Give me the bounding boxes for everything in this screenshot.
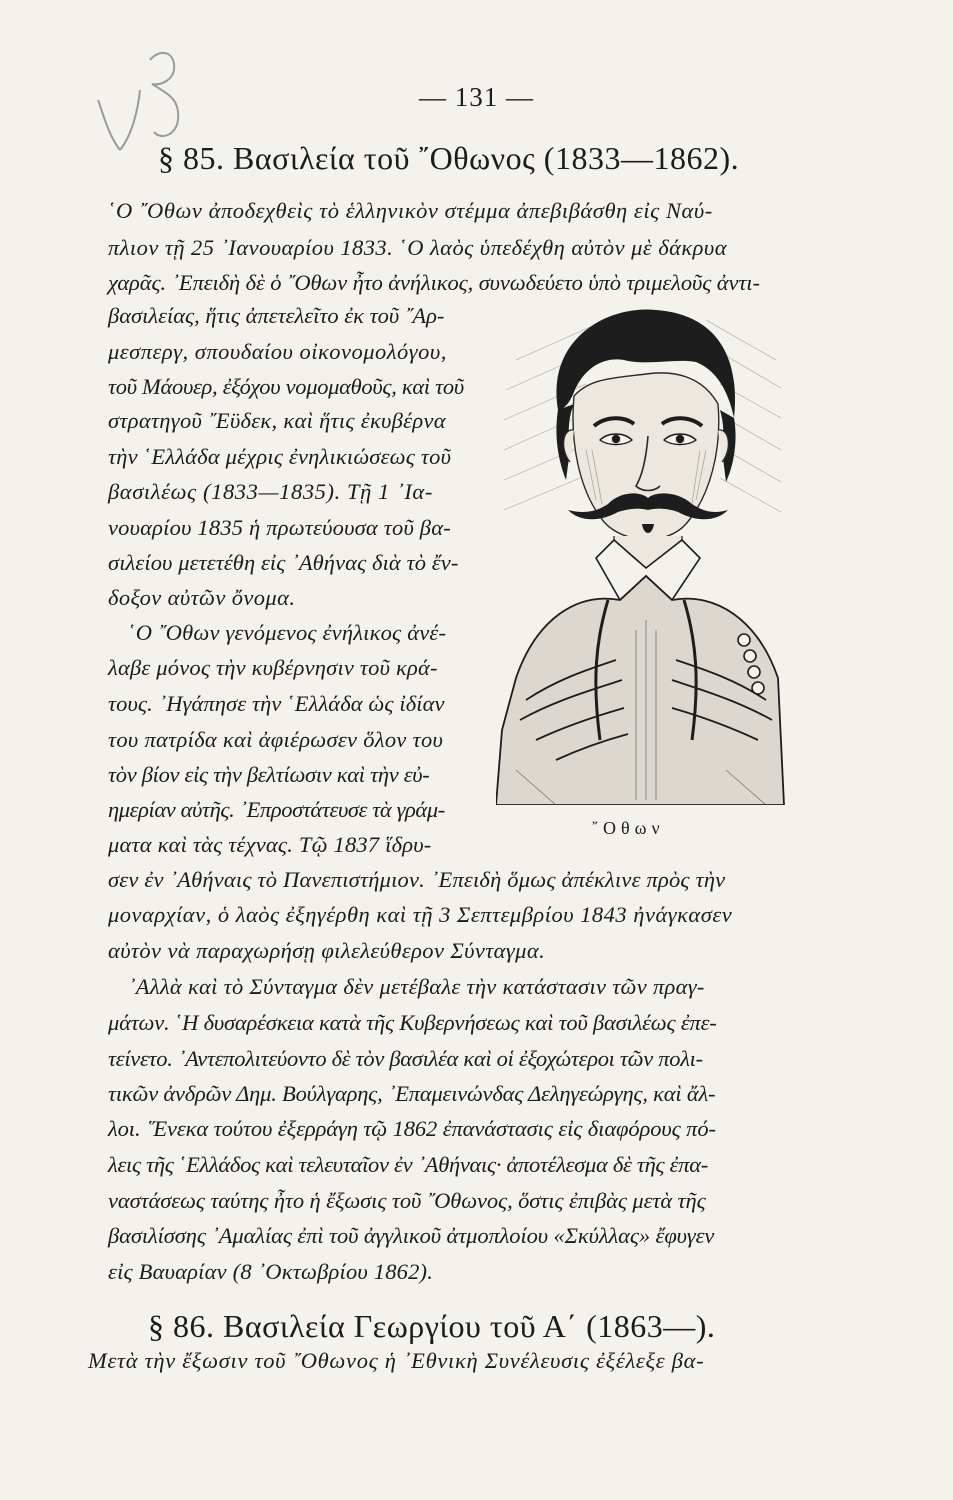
text-line: νουαρίου 1835 ἡ πρωτεύουσα τοῦ βα- bbox=[108, 515, 451, 540]
text-line: σιλείου μετετέθη εἰς ᾽Αθήνας διὰ τὸ ἔν- bbox=[108, 550, 459, 575]
text-line: ματα καὶ τὰς τέχνας. Τῷ 1837 ἵδρυ- bbox=[108, 832, 432, 857]
text-line: τὴν ῾Ελλάδα μέχρις ἐνηλικιώσεως τοῦ bbox=[108, 444, 452, 469]
page-number: — 131 — bbox=[419, 82, 534, 112]
text-line: μεσπεργ, σπουδαίου οἰκονομολόγου, bbox=[108, 339, 447, 364]
text-line: εἰς Βαυαρίαν (8 ᾽Οκτωβρίου 1862). bbox=[108, 1259, 434, 1284]
text-line: μάτων. ῾Η δυσαρέσκεια κατὰ τῆς Κυβερνήσεως καὶ τοῦ βασιλέως ἐπε- bbox=[108, 1010, 717, 1035]
text-line: λαβε μόνος τὴν κυβέρνησιν τοῦ κρά- bbox=[108, 655, 438, 680]
text-line: τείνετο. ᾽Αντεπολιτεύοντο δὲ τὸν βασιλέα καὶ οἱ ἐξοχώτεροι τῶν πολι- bbox=[108, 1046, 703, 1071]
text-line: τοῦ Μάουερ, ἐξόχου νομομαθοῦς, καὶ τοῦ bbox=[108, 374, 464, 399]
text-line: τους. ᾽Ηγάπησε τὴν ῾Ελλάδα ὡς ἰδίαν bbox=[108, 691, 445, 716]
text-line: στρατηγοῦ ῎Εϋδεκ, καὶ ἥτις ἐκυβέρνα bbox=[108, 408, 446, 433]
text-line: ῾Ο ῎Οθων ἀποδεχθεὶς τὸ ἑλληνικὸν στέμμα ἀπεβιβάσθη εἰς Ναύ- bbox=[108, 198, 713, 223]
text-line: του πατρίδα καὶ ἀφιέρωσεν ὅλον του bbox=[108, 727, 444, 752]
text-line: τικῶν ἀνδρῶν Δημ. Βούλγαρης, ᾽Επαμεινώνδας Δεληγεώργης, καὶ ἄλ- bbox=[108, 1081, 716, 1106]
text-line: τὸν βίον εἰς τὴν βελτίωσιν καὶ τὴν εὐ- bbox=[108, 762, 430, 787]
text-line: ῾Ο ῎Οθων γενόμενος ἐνήλικος ἀνέ- bbox=[128, 620, 447, 645]
text-line: αὐτὸν νὰ παραχωρήσῃ φιλελεύθερον Σύνταγμα. bbox=[108, 938, 546, 963]
text-line: ᾽Αλλὰ καὶ τὸ Σύνταγμα δὲν μετέβαλε τὴν κατάστασιν τῶν πραγ- bbox=[128, 974, 705, 999]
text-line: χαρᾶς. ᾽Επειδὴ δὲ ὁ ῎Οθων ἦτο ἀνήλικος, συνωδεύετο ὑπὸ τριμελοῦς ἀντι- bbox=[108, 270, 760, 295]
text-line: μοναρχίαν, ὁ λαὸς ἐξηγέρθη καὶ τῇ 3 Σεπτεμβρίου 1843 ἠνάγκασεν bbox=[108, 902, 733, 927]
text-line: ημερίαν αὐτῆς. ᾽Επροστάτευσε τὰ γράμ- bbox=[108, 797, 445, 822]
text-line: βασιλείας, ἥτις ἀπετελεῖτο ἐκ τοῦ ῎Αρ- bbox=[108, 303, 445, 328]
section-85-heading: § 85. Βασιλεία τοῦ ῎Οθωνος (1833—1862). bbox=[158, 140, 740, 176]
text-line: σεν ἐν ᾽Αθήναις τὸ Πανεπιστήμιον. ᾽Επειδὴ ὅμως ἀπέκλινε πρὸς τὴν bbox=[108, 867, 726, 892]
text-line: λοι. ῞Ενεκα τούτου ἐξερράγη τῷ 1862 ἐπανάστασις εἰς διαφόρους πό- bbox=[108, 1116, 716, 1141]
text-line: ναστάσεως ταύτης ἦτο ἡ ἔξωσις τοῦ ῎Οθωνος, ὅστις ἐπιβὰς μετὰ τῆς bbox=[108, 1188, 706, 1213]
text-line: βασιλίσσης ᾽Αμαλίας ἐπὶ τοῦ ἀγγλικοῦ ἀτμοπλοίου «Σκύλλας» ἔφυγεν bbox=[108, 1223, 715, 1248]
otto-portrait-engraving bbox=[496, 300, 786, 805]
text-line: δοξον αὐτῶν ὄνομα. bbox=[108, 585, 296, 610]
text-line: πλιον τῇ 25 ᾽Ιανουαρίου 1833. ῾Ο λαὸς ὑπεδέχθη αὐτὸν μὲ δάκρυα bbox=[108, 235, 727, 260]
text-line: λεις τῆς ῾Ελλάδος καὶ τελευταῖον ἐν ᾽Αθήναις· ἀποτέλεσμα δὲ τῆς ἐπα- bbox=[108, 1152, 708, 1177]
portrait-caption: ῎Οθων bbox=[592, 818, 665, 838]
section-86-heading: § 86. Βασιλεία Γεωργίου τοῦ Α΄ (1863—). bbox=[148, 1308, 716, 1344]
text-line: Μετὰ τὴν ἔξωσιν τοῦ ῎Οθωνος ἡ ᾽Εθνικὴ Συνέλευσις ἐξέλεξε βα- bbox=[88, 1348, 705, 1373]
text-line: βασιλέως (1833—1835). Τῇ 1 ᾽Ια- bbox=[108, 479, 433, 504]
